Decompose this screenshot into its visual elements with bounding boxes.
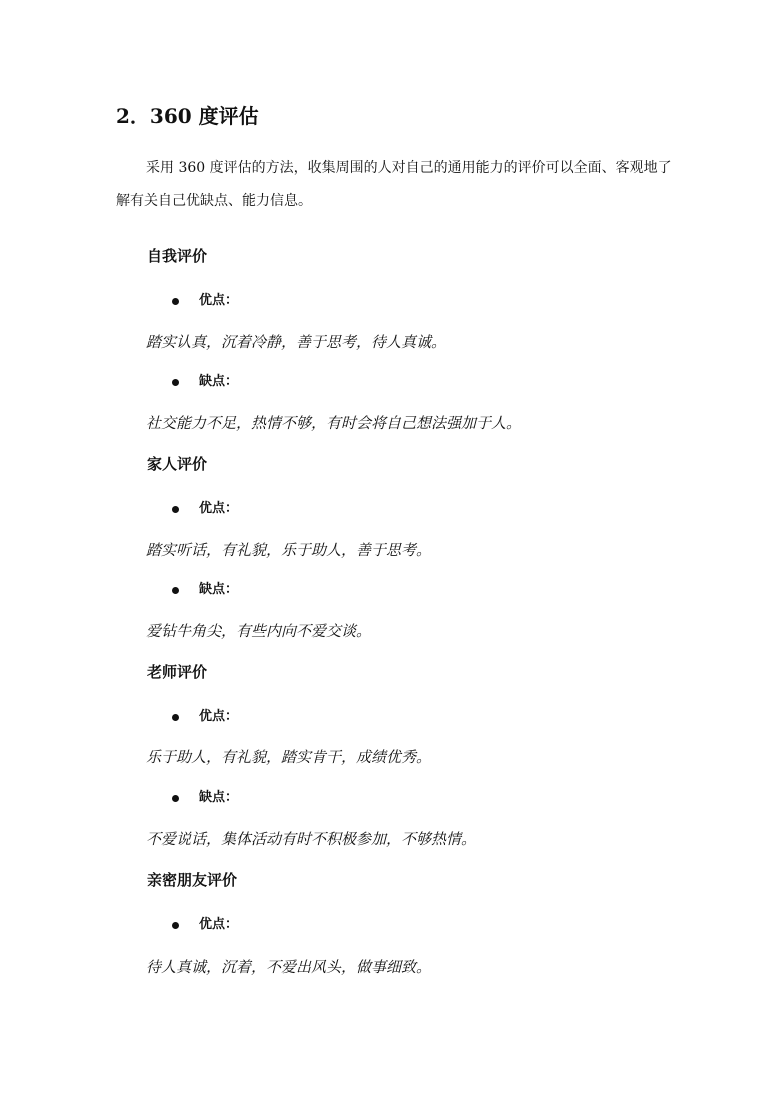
bullet-icon bbox=[172, 298, 179, 305]
section-title-teacher: 老师评价 bbox=[147, 663, 208, 681]
cons-label: 缺点： bbox=[199, 582, 239, 597]
pros-text-teacher: 乐于助人，有礼貌，踏实肯干，成绩优秀。 bbox=[146, 748, 432, 766]
intro-line-2: 解有关自己优缺点、能力信息。 bbox=[116, 193, 312, 209]
cons-label: 缺点： bbox=[199, 374, 239, 389]
pros-label-family bbox=[172, 500, 238, 518]
bullet-icon bbox=[172, 379, 179, 386]
bullet-icon bbox=[172, 714, 179, 721]
pros-label: 优点： bbox=[199, 709, 239, 724]
pros-text-self: 踏实认真，沉着冷静，善于思考，待人真诚。 bbox=[146, 333, 447, 351]
section-title-friend: 亲密朋友评价 bbox=[147, 871, 238, 889]
pros-label: 优点： bbox=[199, 501, 239, 516]
pros-label: 优点： bbox=[199, 917, 239, 932]
cons-text-teacher: 不爱说话，集体活动有时不积极参加，不够热情。 bbox=[146, 830, 477, 848]
pros-text-family: 踏实听话，有礼貌，乐于助人，善于思考。 bbox=[146, 541, 432, 559]
section-title-self: 自我评价 bbox=[147, 247, 208, 265]
bullet-icon bbox=[172, 795, 179, 802]
bullet-icon bbox=[172, 506, 179, 513]
pros-label-teacher bbox=[172, 708, 238, 726]
bullet-icon bbox=[172, 922, 179, 929]
section-heading: 2．360 度评估 bbox=[116, 104, 259, 128]
cons-label-family bbox=[172, 581, 238, 599]
cons-text-family: 爱钻牛角尖，有些内向不爱交谈。 bbox=[146, 622, 372, 640]
bullet-icon bbox=[172, 587, 179, 594]
cons-label: 缺点： bbox=[199, 790, 239, 805]
pros-label-friend bbox=[172, 916, 238, 934]
cons-label-self bbox=[172, 373, 238, 391]
cons-text-self: 社交能力不足，热情不够，有时会将自己想法强加于人。 bbox=[146, 414, 522, 432]
pros-text-friend: 待人真诚，沉着，不爱出风头，做事细致。 bbox=[146, 958, 432, 976]
pros-label-self bbox=[172, 292, 238, 310]
intro-line-1: 采用 360 度评估的方法，收集周围的人对自己的通用能力的评价可以全面、客观地了 bbox=[146, 160, 672, 176]
pros-label: 优点： bbox=[199, 293, 239, 308]
cons-label-teacher bbox=[172, 789, 238, 807]
section-title-family: 家人评价 bbox=[147, 455, 208, 473]
